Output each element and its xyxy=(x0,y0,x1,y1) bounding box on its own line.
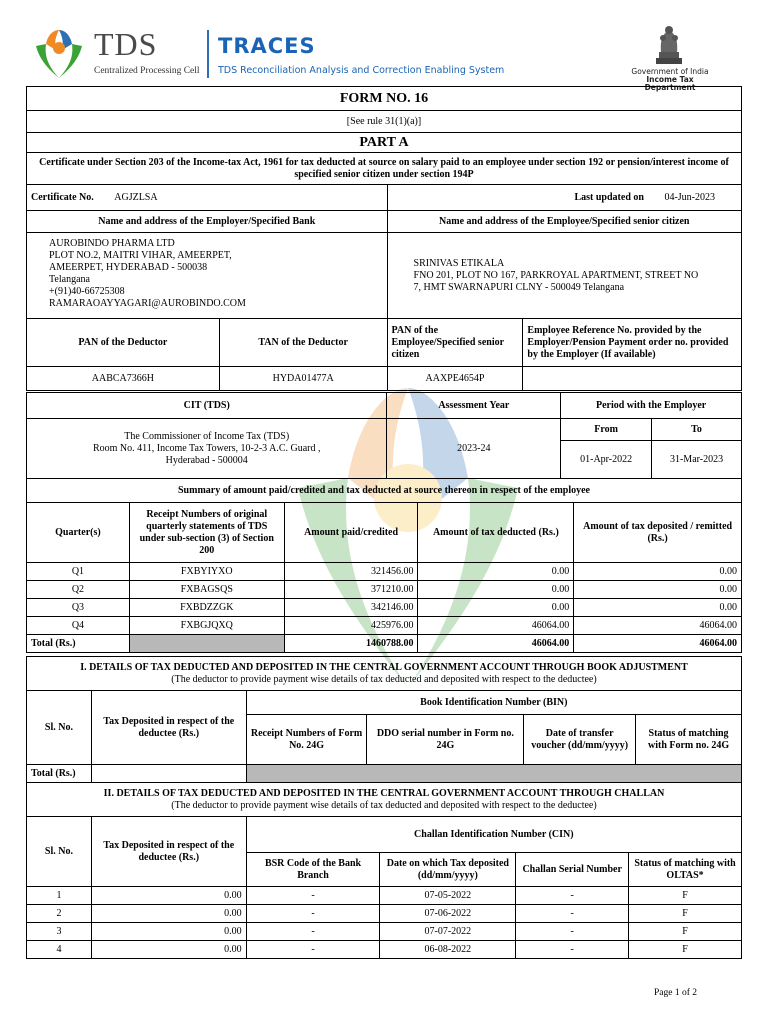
paid-cell: 321456.00 xyxy=(284,563,418,581)
assessment-year-value: 2023-24 xyxy=(387,419,561,479)
book-total-label: Total (Rs.) xyxy=(27,765,92,783)
book-total-value xyxy=(91,765,246,783)
challan-bsr: - xyxy=(246,905,380,923)
total-receipt-blank xyxy=(129,635,284,653)
table-row xyxy=(27,941,742,959)
book-slno-head: Sl. No. xyxy=(27,691,92,765)
emp-ref-value xyxy=(523,367,742,391)
employer-line: AMEERPET, HYDERABAD - 500038 xyxy=(49,262,208,273)
table-row xyxy=(27,617,742,635)
tan-deductor-value: HYDA01477A xyxy=(219,367,387,391)
table-row xyxy=(27,887,742,905)
emp-ref-label: Employee Reference No. provided by the Employer/Pension Payment order no. provided by the Employer (If available) xyxy=(523,319,742,367)
tds-logo-text: TDS xyxy=(94,26,158,62)
book-receipt-head: Receipt Numbers of Form No. 24G xyxy=(246,715,367,765)
challan-title: II. DETAILS OF TAX DEDUCTED AND DEPOSITED IN THE CENTRAL GOVERNMENT ACCOUNT THROUGH CHALLAN xyxy=(103,787,665,799)
paid-cell: 342146.00 xyxy=(284,599,418,617)
challan-date: 07-07-2022 xyxy=(380,923,516,941)
deposited-cell: 0.00 xyxy=(574,599,742,617)
cit-line: Room No. 411, Income Tax Towers, 10-2-3 A.C. Guard , xyxy=(92,442,321,454)
challan-slno: 1 xyxy=(27,887,92,905)
employer-line: +(91)40-66725308 xyxy=(49,286,125,297)
cert-no-label: Certificate No. xyxy=(31,192,94,203)
national-emblem-icon xyxy=(652,24,686,66)
employee-line: FNO 201, PLOT NO 167, PARKROYAL APARTMENT, STREET NO xyxy=(413,269,699,281)
challan-serial-head: Challan Serial Number xyxy=(516,853,629,887)
page-number: Page 1 of 2 xyxy=(654,988,698,998)
summary-total-row xyxy=(27,635,742,653)
summary-table xyxy=(26,478,742,653)
receipt-cell: FXBGJQXQ xyxy=(129,617,284,635)
book-subtitle: (The deductor to provide payment wise details of tax deducted and deposited with respect to the deductee) xyxy=(171,673,597,685)
cit-line: The Commissioner of Income Tax (TDS) xyxy=(124,430,290,442)
book-status-head: Status of matching with Form no. 24G xyxy=(636,715,742,765)
to-label: To xyxy=(652,419,742,441)
part-a-title: PART A xyxy=(27,133,742,153)
employer-head: Name and address of the Employer/Specified Bank xyxy=(27,211,388,233)
cit-line: Hyderabad - 500004 xyxy=(165,454,248,466)
summary-header-deducted: Amount of tax deducted (Rs.) xyxy=(418,503,574,563)
challan-tax: 0.00 xyxy=(91,923,246,941)
total-deducted: 46064.00 xyxy=(418,635,574,653)
challan-bsr: - xyxy=(246,887,380,905)
pan-deductor-label: PAN of the Deductor xyxy=(27,319,220,367)
challan-bsr-head: BSR Code of the Bank Branch xyxy=(246,853,380,887)
deposited-cell: 0.00 xyxy=(574,563,742,581)
assessment-year-label: Assessment Year xyxy=(387,393,561,419)
certificate-no-cell xyxy=(27,185,388,211)
challan-serial: - xyxy=(516,941,629,959)
receipt-cell: FXBYIYXO xyxy=(129,563,284,581)
page-header xyxy=(0,0,768,92)
goi-line-1: Government of India xyxy=(631,67,709,76)
challan-table xyxy=(26,782,742,959)
certificate-text: Certificate under Section 203 of the Income-tax Act, 1961 for tax deducted at source on salary paid to an employee under section 192 or pension/interest income of specified senior citizen under section 194P xyxy=(27,153,742,185)
summary-header-paid: Amount paid/credited xyxy=(284,503,418,563)
tan-deductor-label: TAN of the Deductor xyxy=(219,319,387,367)
receipt-cell: FXBAGSQS xyxy=(129,581,284,599)
challan-date: 07-05-2022 xyxy=(380,887,516,905)
goi-line-2: Income Tax Department xyxy=(644,75,696,92)
quarter-cell: Q1 xyxy=(27,563,130,581)
form-rule: [See rule 31(1)(a)] xyxy=(27,111,742,133)
deducted-cell: 0.00 xyxy=(418,599,574,617)
table-row xyxy=(27,905,742,923)
from-label: From xyxy=(561,419,652,441)
quarter-cell: Q2 xyxy=(27,581,130,599)
header-divider xyxy=(207,30,209,78)
paid-cell: 425976.00 xyxy=(284,617,418,635)
challan-tax: 0.00 xyxy=(91,887,246,905)
quarter-cell: Q3 xyxy=(27,599,130,617)
challan-bsr: - xyxy=(246,923,380,941)
last-updated-cell xyxy=(387,185,741,211)
challan-status: F xyxy=(629,941,742,959)
challan-status: F xyxy=(629,905,742,923)
challan-tax: 0.00 xyxy=(91,941,246,959)
summary-title: Summary of amount paid/credited and tax deducted at source thereon in respect of the employee xyxy=(27,479,742,503)
challan-serial: - xyxy=(516,887,629,905)
deposited-cell: 0.00 xyxy=(574,581,742,599)
quarter-cell: Q4 xyxy=(27,617,130,635)
book-tax-head: Tax Deposited in respect of the deductee (Rs.) xyxy=(91,691,246,765)
total-deposited: 46064.00 xyxy=(574,635,742,653)
challan-serial: - xyxy=(516,905,629,923)
traces-subtitle: TDS Reconciliation Analysis and Correction Enabling System xyxy=(218,65,505,76)
challan-serial: - xyxy=(516,923,629,941)
deducted-cell: 46064.00 xyxy=(418,617,574,635)
challan-slno: 2 xyxy=(27,905,92,923)
total-paid: 1460788.00 xyxy=(284,635,418,653)
cit-label: CIT (TDS) xyxy=(27,393,387,419)
period-label: Period with the Employer xyxy=(561,393,742,419)
cin-head: Challan Identification Number (CIN) xyxy=(246,817,741,853)
deducted-cell: 0.00 xyxy=(418,563,574,581)
challan-title-cell xyxy=(27,783,742,817)
employee-line: SRINIVAS ETIKALA xyxy=(413,257,505,269)
challan-status-head: Status of matching with OLTAS* xyxy=(629,853,742,887)
pan-employee-value: AAXPE4654P xyxy=(387,367,523,391)
book-date-head: Date of transfer voucher (dd/mm/yyyy) xyxy=(524,715,636,765)
table-row xyxy=(27,599,742,617)
challan-tax-head: Tax Deposited in respect of the deductee (Rs.) xyxy=(91,817,246,887)
challan-slno: 3 xyxy=(27,923,92,941)
book-total-row xyxy=(27,765,742,783)
cit-table xyxy=(26,392,742,479)
employee-line: 7, HMT SWARNAPURI CLNY - 500049 Telangana xyxy=(413,281,625,293)
table-row xyxy=(27,581,742,599)
traces-logo-text: TRACES xyxy=(218,34,316,58)
total-label: Total (Rs.) xyxy=(27,635,130,653)
challan-date: 07-06-2022 xyxy=(380,905,516,923)
paid-cell: 371210.00 xyxy=(284,581,418,599)
to-value: 31-Mar-2023 xyxy=(652,441,742,479)
employee-head: Name and address of the Employee/Specified senior citizen xyxy=(387,211,741,233)
from-value: 01-Apr-2022 xyxy=(561,441,652,479)
challan-status: F xyxy=(629,923,742,941)
summary-header-deposited: Amount of tax deposited / remitted (Rs.) xyxy=(574,503,742,563)
book-total-blank xyxy=(246,765,741,783)
tds-subtitle: Centralized Processing Cell xyxy=(94,66,200,76)
pan-deductor-value: AABCA7366H xyxy=(27,367,220,391)
last-updated-value: 04-Jun-2023 xyxy=(664,192,715,203)
cert-no-value: AGJZLSA xyxy=(114,192,158,203)
tds-logo-icon xyxy=(30,28,88,80)
table-row xyxy=(27,923,742,941)
book-title: I. DETAILS OF TAX DEDUCTED AND DEPOSITED IN THE CENTRAL GOVERNMENT ACCOUNT THROUGH BOOK ADJUSTMENT xyxy=(80,661,688,673)
book-adjustment-table xyxy=(26,656,742,783)
challan-date: 06-08-2022 xyxy=(380,941,516,959)
book-title-cell xyxy=(27,657,742,691)
challan-status: F xyxy=(629,887,742,905)
challan-slno-head: Sl. No. xyxy=(27,817,92,887)
summary-header-quarter: Quarter(s) xyxy=(27,503,130,563)
form-header-table xyxy=(26,86,742,391)
receipt-cell: FXBDZZGK xyxy=(129,599,284,617)
employee-address xyxy=(387,233,741,319)
summary-header-receipt: Receipt Numbers of original quarterly statements of TDS under sub-section (3) of Section 200 xyxy=(129,503,284,563)
form-title: FORM NO. 16 xyxy=(27,87,742,111)
challan-subtitle: (The deductor to provide payment wise details of tax deducted and deposited with respect to the deductee) xyxy=(171,799,597,811)
employer-line: AUROBINDO PHARMA LTD xyxy=(49,238,175,249)
employer-line: Telangana xyxy=(49,274,90,285)
challan-tax: 0.00 xyxy=(91,905,246,923)
challan-bsr: - xyxy=(246,941,380,959)
employer-address xyxy=(27,233,388,319)
employer-line: RAMARAOAYYAGARI@AUROBINDO.COM xyxy=(49,298,246,309)
deposited-cell: 46064.00 xyxy=(574,617,742,635)
cit-address xyxy=(27,419,387,479)
challan-date-head: Date on which Tax deposited (dd/mm/yyyy) xyxy=(380,853,516,887)
employer-line: PLOT NO.2, MAITRI VIHAR, AMEERPET, xyxy=(49,250,232,261)
deducted-cell: 0.00 xyxy=(418,581,574,599)
book-ddo-head: DDO serial number in Form no. 24G xyxy=(367,715,524,765)
pan-employee-label: PAN of the Employee/Specified senior citizen xyxy=(387,319,523,367)
challan-slno: 4 xyxy=(27,941,92,959)
bin-head: Book Identification Number (BIN) xyxy=(246,691,741,715)
table-row xyxy=(27,563,742,581)
last-updated-label: Last updated on xyxy=(574,192,644,203)
